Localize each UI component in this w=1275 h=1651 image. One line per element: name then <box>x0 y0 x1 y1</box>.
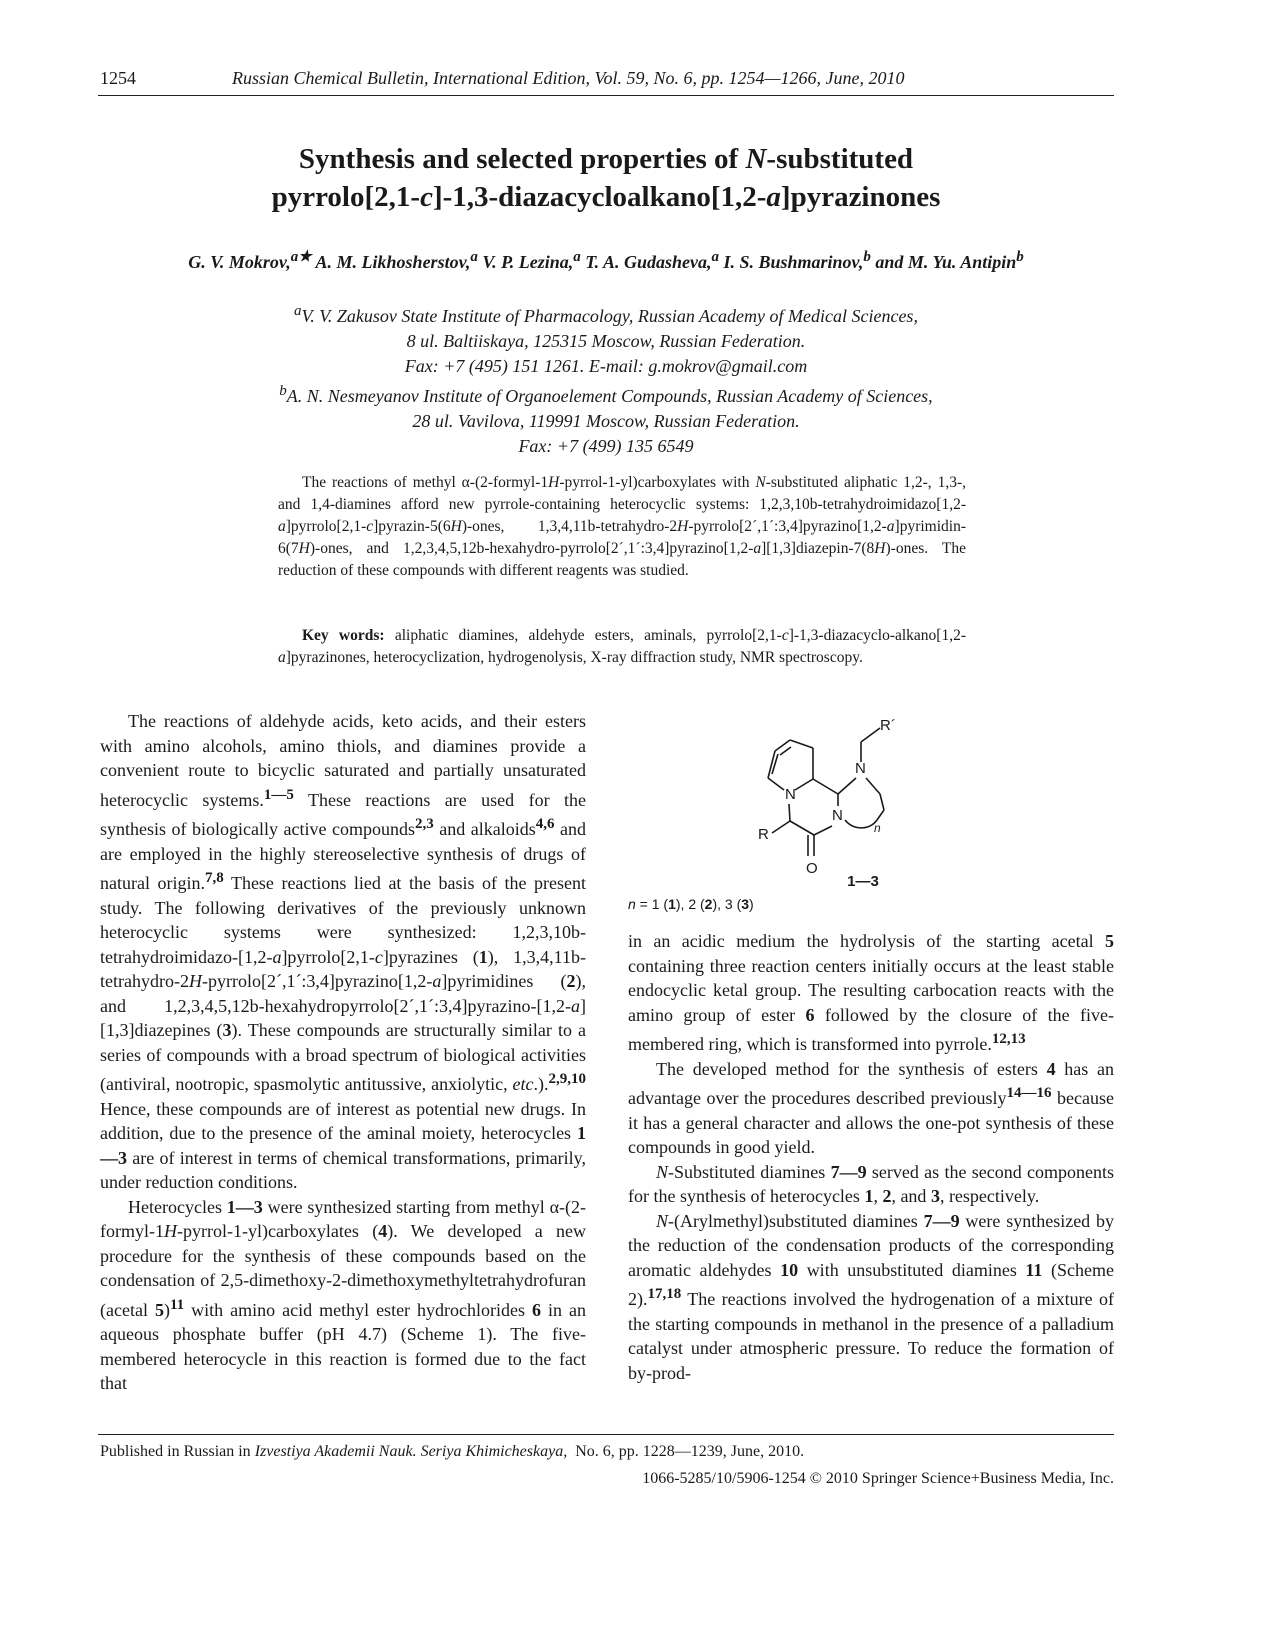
affiliations: $^a$V. V. Zakusov State Institute of Pharmacology, Russian Academy of Medical Sciences, 8 ul. Baltiiskaya, 125315 Moscow, Russian Federation. Fax: +7 (495) 151 1261. E-mail: g.mokrov@gmail.com $^b$A. N. Nesmeyanov Institute of Organoelement Compounds, Russian Academy of Sciences, 28 ul. Vavilova, 119991 Moscow, Russian Federation. Fax: +7 (499) 135 6549 <box>279 303 933 456</box>
body-paragraph: in an acidic medium the hydrolysis of the starting acetal 5 containing three reaction centers initially occurs at the least stable endocyclic ketal group. The resulting carbocation reacts with the amino group of ester 6 followed by the closure of the five-membered ring, which is transformed into pyrrole.$^{12,13}$ <box>628 931 1114 1054</box>
journal-header: Russian Chemical Bulletin, International Edition, Vol. 59, No. 6, pp. 1254—1266, June, 2010 <box>232 68 905 88</box>
publication-note: Published in Russian in Izvestiya Akademii Nauk. Seriya Khimicheskaya, No. 6, pp. 1228—1239, June, 2010. <box>100 1443 805 1460</box>
author-list: G. V. Mokrov,$^{a★}$ A. M. Likhosherstov,$^a$ V. P. Lezina,$^a$ T. A. Gudasheva,$^a$ I. S. Bushmarinov,$^b$ and M. Yu. Antipin$^b$ <box>188 249 1024 272</box>
abstract: The reactions of methyl α-(2-formyl-1H-pyrrol-1-yl)carboxylates with N-substituted aliphatic 1,2-, 1,3-, and 1,4-diamines afford new pyrrole-containing heterocyclic systems: 1,2,3,10b-tetrahydroimidazo[1,2-a]pyrrolo[2,1-c]pyrazin-5(6H)-ones, 1,3,4,11b-tetrahydro-2H-pyrrolo[2´,1´:3,4]pyrazino[1,2-a]pyrimidin-6(7H)-ones, and 1,2,3,4,5,12b-hexahydro-pyrrolo[2´,1´:3,4]pyrazino[1,2-a][1,3]diazepin-7(8H)-ones. The reduction of these compounds with different reagents was studied. <box>278 474 966 579</box>
body-paragraph: N-(Arylmethyl)substituted diamines 7—9 were synthesized by the reduction of the condensation products of the corresponding aromatic aldehydes 10 with unsubstituted diamines 11 (Scheme 2).$^{17,18}$ The reactions involved the hydrogenation of a mixture of the starting compounds in methanol in the presence of a palladium catalyst under atmospheric pressure. To reduce the formation of by-prod- <box>628 1210 1114 1383</box>
pyrrole-ring <box>768 740 813 790</box>
body-paragraph: N-Substituted diamines 7—9 served as the second components for the synthesis of heterocycles 1, 2, and 3, respectively. <box>628 1161 1114 1206</box>
keywords: Key words: aliphatic diamines, aldehyde esters, aminals, pyrrolo[2,1-c]-1,3-diazacyclo-alkano[1,2-a]pyrazinones, heterocyclization, hydrogenolysis, X-ray diffraction study, NMR spectroscopy. <box>278 627 966 666</box>
atom-n-pyrrole: N <box>785 786 796 803</box>
body-column-right <box>628 929 1114 1385</box>
copyright-line: 1066-5285/10/5906-1254 © 2010 Springer Science+Business Media, Inc. <box>642 1470 1114 1487</box>
paper-title: Synthesis and selected properties of N-substituted pyrrolo[2,1-c]-1,3-diazacycloalkano[1,2-a]pyrazinones <box>271 143 941 213</box>
atom-oxygen: O <box>806 860 818 877</box>
scheme-n-values: n = 1 (1), 2 (2), 3 (3) <box>628 896 754 912</box>
atom-n-pyrazine: N <box>832 807 843 824</box>
diazacycloalkane-ring <box>838 728 884 828</box>
atom-n-imidazole: N <box>855 760 866 777</box>
header-rule <box>98 95 1114 96</box>
page-number: 1254 <box>100 68 136 88</box>
footer-rule <box>98 1434 1114 1435</box>
body-paragraph: The reactions of aldehyde acids, keto acids, and their esters with amino alcohols, amino thiols, and diamines provide a convenient route to bicyclic saturated and partially unsaturated heterocyclic systems.$^{1—5}$ These reactions are used for the synthesis of biologically active compounds$^{2,3}$ and alkaloids$^{4,6}$ and are employed in the highly stereoselective synthesis of drugs of natural origin.$^{7,8}$ These reactions lied at the basis of the present study. The following derivatives of the previously unknown heterocyclic systems were synthesized: 1,2,3,10b-tetrahydroimidazo-[1,2-a]pyrrolo[2,1-c]pyrazines (1), 1,3,4,11b-tetrahydro-2H-pyrrolo[2´,1´:3,4]pyrazino[1,2-a]pyrimidines (2), and 1,2,3,4,5,12b-hexahydropyrrolo[2´,1´:3,4]pyrazino-[1,2-a][1,3]diazepines (3). These compounds are structurally similar to a series of compounds with a broad spectrum of biological activities (antiviral, nootropic, spasmolytic antitussive, anxiolytic, etc.).$^{2,9,10}$ Hence, these compounds are of interest as potential new drugs. In addition, due to the presence of the aminal moiety, heterocycles 1—3 are of interest in terms of chemical transformations, primarily, under reduction conditions. <box>100 711 586 1192</box>
ring-size-index: n <box>874 821 881 835</box>
chemical-structure-scheme <box>712 706 982 891</box>
atom-r-substituent: R <box>758 826 769 843</box>
pyrazinone-ring <box>772 779 838 856</box>
body-paragraph: The developed method for the synthesis of esters 4 has an advantage over the procedures described previously$^{14—16}$ because it has a general character and allows the one-pot synthesis of these compounds in good yield. <box>628 1058 1114 1157</box>
body-paragraph: Heterocycles 1—3 were synthesized starting from methyl α-(2-formyl-1H-pyrrol-1-yl)carboxylates (4). We developed a new procedure for the synthesis of these compounds based on the condensation of 2,5-dimethoxy-2-dimethoxymethyltetrahydrofuran (acetal 5)$^{11}$ with amino acid methyl ester hydrochlorides 6 in an aqueous phosphate buffer (pH 4.7) (Scheme 1). The five-membered heterocycle in this reaction is formed due to the fact that <box>100 1196 587 1393</box>
scheme-compound-label: 1—3 <box>847 873 879 890</box>
atom-r-prime: R´ <box>880 717 896 734</box>
body-column-left <box>100 709 586 1396</box>
